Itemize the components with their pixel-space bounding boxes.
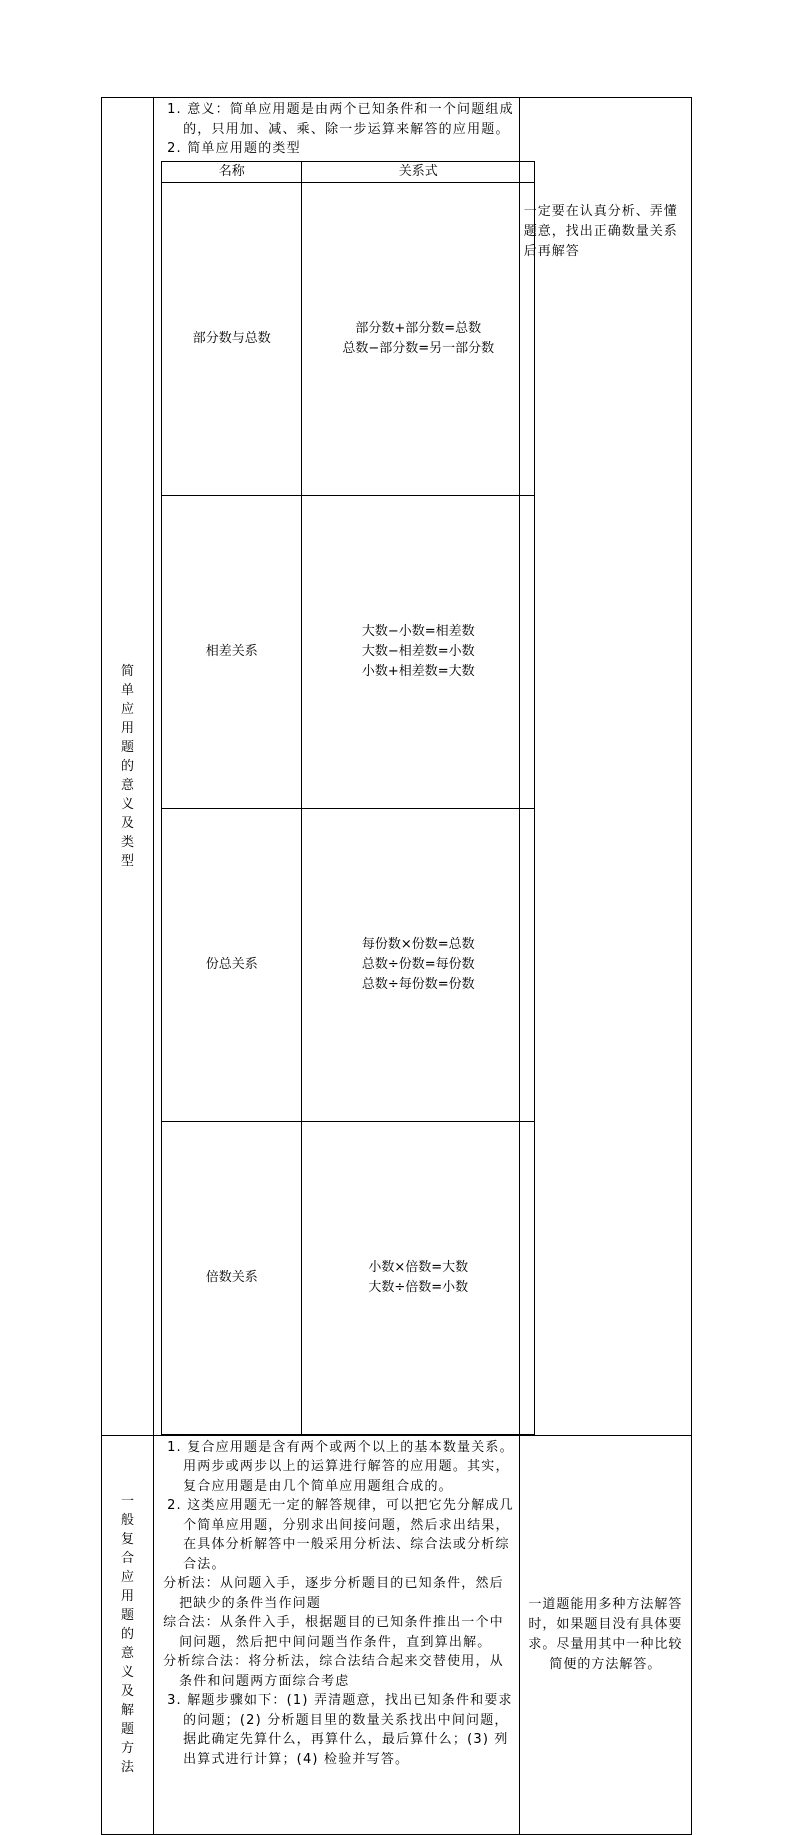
solving-approach: 2. 这类应用题无一定的解答规律，可以把它先分解成几个简单应用题，分别求出间接问题，然后求出结果，在具体分析解答中一般采用分析法、综合法或分析综合法。 bbox=[167, 1498, 514, 1572]
header-name: 名称 bbox=[162, 161, 302, 182]
table-row bbox=[162, 182, 535, 495]
synthesis-method: 综合法：从条件入手，根据题目的已知条件推出一个中间问题，然后把中间问题当作条件，直到算出解。 bbox=[163, 1615, 504, 1650]
types-table-header bbox=[162, 161, 535, 182]
content-compound-word-problems bbox=[154, 1435, 520, 1834]
row-formulas: 小数×倍数=大数 大数÷倍数=小数 bbox=[302, 1121, 535, 1434]
table-row bbox=[162, 495, 535, 808]
types-table bbox=[161, 161, 535, 1435]
row-name: 部分数与总数 bbox=[162, 182, 302, 495]
compound-definition: 1. 复合应用题是含有两个或两个以上的基本数量关系。用两步或两步以上的运算进行解答的应用题。其实，复合应用题是由几个简单应用题组合成的。 bbox=[167, 1439, 514, 1494]
row-compound-word-problems bbox=[102, 1435, 692, 1834]
solving-steps: 3. 解题步骤如下：(1) 弄清题意，找出已知条件和要求的问题；(2) 分析题目里的数量关系找出中间问题，据此确定先算什么，再算什么，最后算什么；(3) 列出算式进行计算；(4) 检验并写答。 bbox=[167, 1693, 513, 1767]
row-name: 相差关系 bbox=[162, 495, 302, 808]
knowledge-table bbox=[101, 97, 692, 1835]
definition-text: 1. 意义：简单应用题是由两个已知条件和一个问题组成的，只用加、减、乘、除一步运算来解答的应用题。 bbox=[167, 102, 514, 137]
row-name: 倍数关系 bbox=[162, 1121, 302, 1434]
analysis-synthesis-method: 分析综合法：将分析法，综合法结合起来交替使用，从条件和问题两方面综合考虑 bbox=[163, 1654, 504, 1689]
note-compound-word-problems: 一道题能用多种方法解答时，如果题目没有具体要求。尽量用其中一种比较简便的方法解答。 bbox=[519, 1435, 691, 1834]
row-formulas: 部分数+部分数=总数 总数−部分数=另一部分数 bbox=[302, 182, 535, 495]
row-name: 份总关系 bbox=[162, 808, 302, 1121]
row-simple-word-problems bbox=[102, 98, 692, 1436]
label-simple-word-problems: 简 单 应 用 题 的 意 义 及 类 型 bbox=[102, 98, 154, 1436]
table-row bbox=[162, 1121, 535, 1434]
analysis-method: 分析法：从问题入手，逐步分析题目的已知条件，然后把缺少的条件当作问题 bbox=[163, 1576, 504, 1611]
row-formulas: 大数−小数=相差数 大数−相差数=小数 小数+相差数=大数 bbox=[302, 495, 535, 808]
types-heading: 2. 简单应用题的类型 bbox=[167, 141, 301, 156]
row-formulas: 每份数×份数=总数 总数÷份数=每份数 总数÷每份数=份数 bbox=[302, 808, 535, 1121]
label-compound-word-problems: 一 般 复 合 应 用 题 的 意 义 及 解 题 方 法 bbox=[102, 1435, 154, 1834]
table-row bbox=[162, 808, 535, 1121]
note-simple-word-problems: 一定要在认真分析、弄懂题意，找出正确数量关系后再解答 bbox=[519, 98, 691, 1436]
header-formula: 关系式 bbox=[302, 161, 535, 182]
content-simple-word-problems bbox=[154, 98, 520, 1436]
